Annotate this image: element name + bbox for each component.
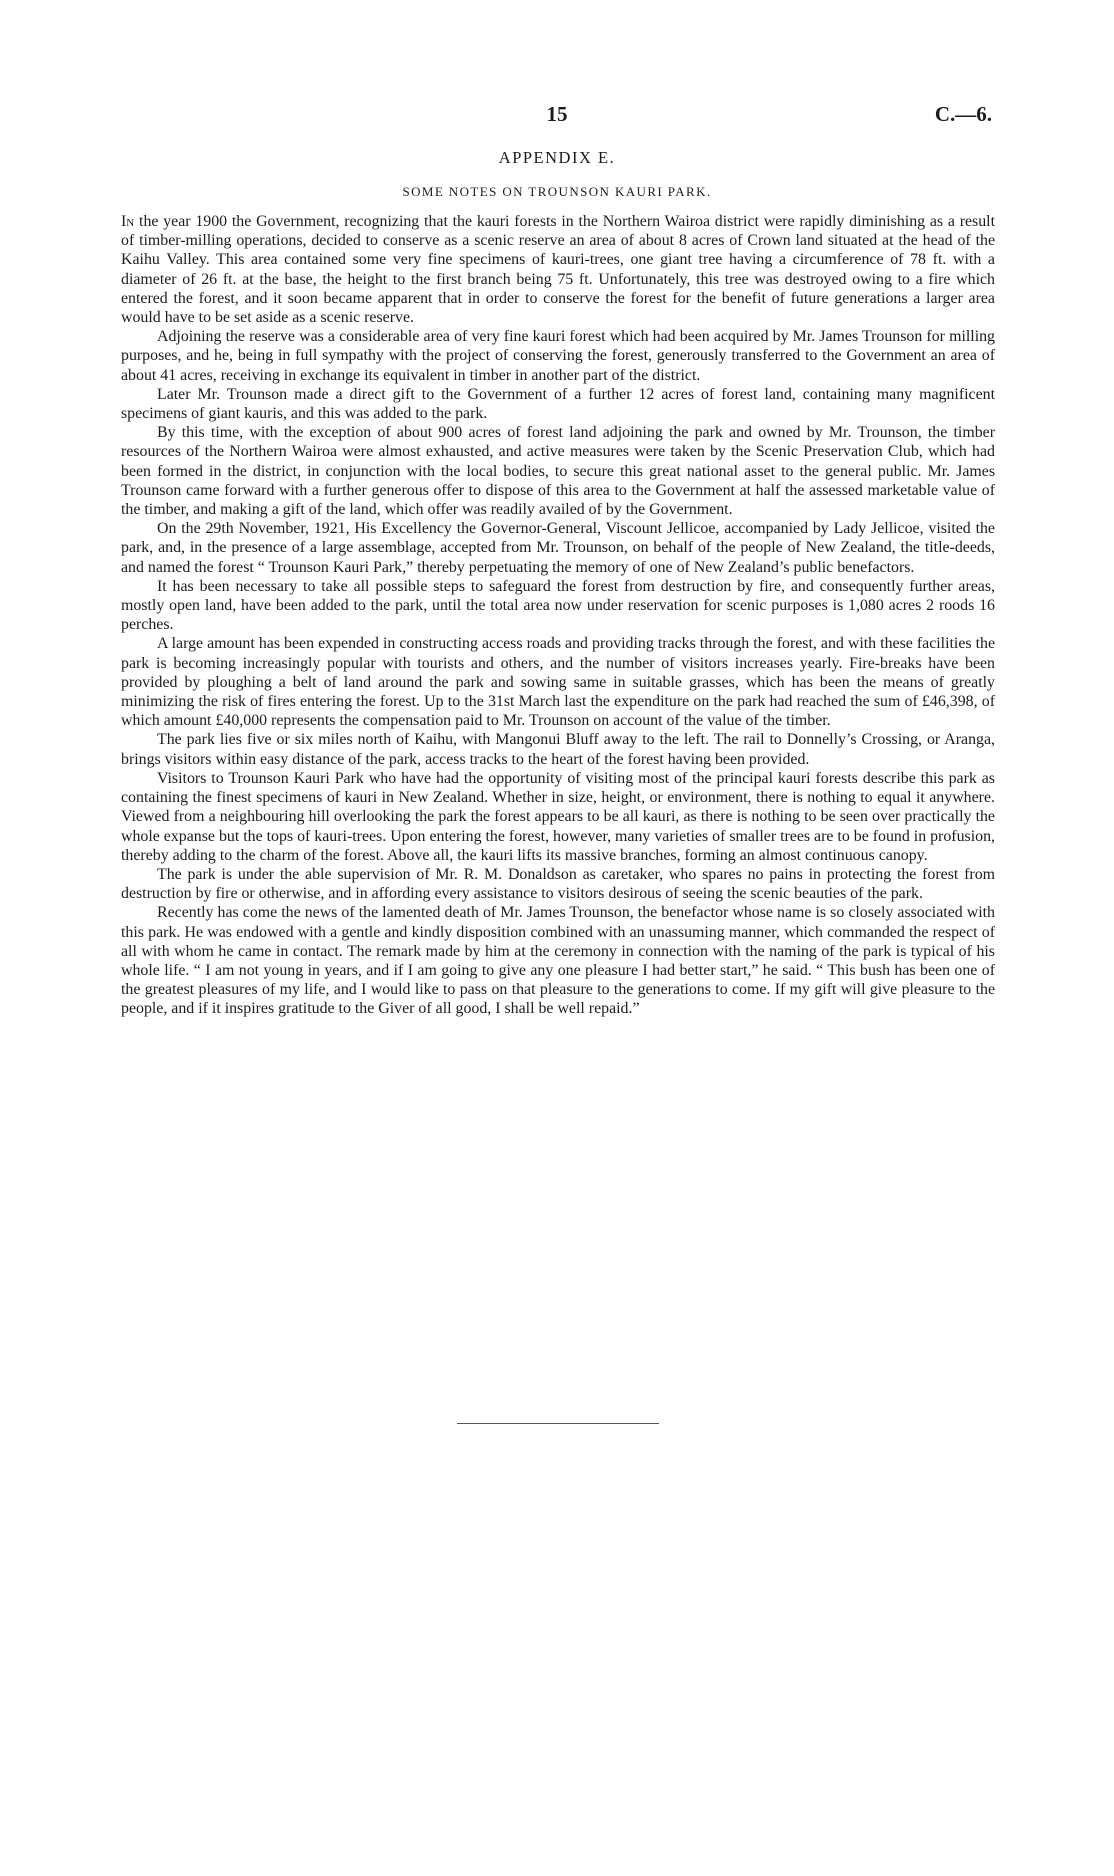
article-subtitle: SOME NOTES ON TROUNSON KAURI PARK.	[402, 184, 712, 199]
paragraph: Recently has come the news of the lamented death of Mr. James Trounson, the benefactor whose name is so closely associated with this park. He was endowed with a gentle and kindly disposition combined with an unassuming manner, which commanded the respect of all with whom he came in contact. The remark made by him at the ceremony in connection with the naming of the park is typical of his whole life. “ I am not young in years, and if I am going to give any one pleasure I had better start,” he said. “ This bush has been one of the greatest pleasures of my life, and I would like to pass on that pleasure to the generations to come. If my gift will give pleasure to the people, and if it inspires gratitude to the Giver of all good, I shall be well repaid.”	[121, 904, 995, 1018]
paragraph: The park lies five or six miles north of Kaihu, with Mangonui Bluff away to the left. The rail to Donnelly’s Crossing, or Aranga, brings visitors within easy distance of the park, access tracks to the heart of the forest having been provided.	[121, 731, 995, 768]
page-number: 15	[546, 102, 568, 126]
document-reference: C.—6.	[934, 102, 992, 126]
appendix-title: APPENDIX E.	[498, 148, 616, 167]
drop-word: In	[121, 213, 135, 230]
paragraph-text: the year 1900 the Government, recognizing that the kauri forests in the Northern Wairoa district were rapidly diminishing as a result of timber-milling operations, decided to conserve as a scenic reserve an area of about 8 acres of Crown land situated at the head of the Kaihu Valley. This area contained some very fine specimens of kauri-trees, one giant tree having a circumference of 78 ft. with a diameter of 26 ft. at the base, the height to the first branch being 75 ft. Unfortunately, this tree was destroyed owing to a fire which entered the forest, and it soon became apparent that in order to conserve the forest for the benefit of future generations a larger area would have to be set aside as a scenic reserve.	[121, 213, 995, 327]
paragraph: Adjoining the reserve was a considerable area of very fine kauri forest which had been acquired by Mr. James Trounson for milling purposes, and he, being in full sympathy with the project of conserving the forest, generously transferred to the Government an area of about 41 acres, receiving in exchange its equivalent in timber in another part of the district.	[121, 328, 995, 384]
paragraph	[121, 212, 995, 327]
paragraph: On the 29th November, 1921, His Excellency the Governor-General, Viscount Jellicoe, accompanied by Lady Jellicoe, visited the park, and, in the presence of a large assemblage, accepted from Mr. Trounson, on behalf of the people of New Zealand, the title-deeds, and named the forest “ Trounson Kauri Park,” thereby perpetuating the memory of one of New Zealand’s public benefactors.	[121, 520, 995, 576]
paragraph: By this time, with the exception of about 900 acres of forest land adjoining the park and owned by Mr. Trounson, the timber resources of the Northern Wairoa were almost exhausted, and active measures were taken by the Scenic Preservation Club, which had been formed in the district, in conjunction with the local bodies, to secure this great national asset to the general public. Mr. James Trounson came forward with a further generous offer to dispose of this area to the Government at half the assessed marketable value of the timber, and making a gift of the land, which offer was readily availed of by the Government.	[121, 424, 995, 519]
paragraph: Later Mr. Trounson made a direct gift to the Government of a further 12 acres of forest land, containing many magnificent specimens of giant kauris, and this was added to the park.	[121, 385, 995, 423]
paragraph: A large amount has been expended in constructing access roads and providing tracks through the forest, and with these facilities the park is becoming increasingly popular with tourists and others, and the number of visitors increases yearly. Fire-breaks have been provided by ploughing a belt of land around the park and sowing same in suitable grasses, which has been the means of greatly minimizing the risk of fires entering the forest. Up to the 31st March last the expenditure on the park had reached the sum of £46,398, of which amount £40,000 represents the compensation paid to Mr. Trounson on account of the value of the timber.	[121, 635, 995, 730]
end-rule-divider	[457, 1423, 659, 1424]
paragraph: The park is under the able supervision of Mr. R. M. Donaldson as caretaker, who spares no pains in protecting the forest from destruction by fire or otherwise, and in affording every assistance to visitors desirous of seeing the scenic beauties of the park.	[121, 865, 995, 903]
paragraph: It has been necessary to take all possible steps to safeguard the forest from destruction by fire, and consequently further areas, mostly open land, have been added to the park, until the total area now under reservation for scenic purposes is 1,080 acres 2 roods 16 perches.	[121, 577, 995, 634]
article-body	[121, 212, 995, 1019]
paragraph: Visitors to Trounson Kauri Park who have had the opportunity of visiting most of the principal kauri forests describe this park as containing the finest specimens of kauri in New Zealand. Whether in size, height, or environment, there is nothing to equal it anywhere. Viewed from a neighbouring hill overlooking the park the forest appears to be all kauri, as there is nothing to be seen over practically the whole expanse but the tops of kauri-trees. Upon entering the forest, however, many varieties of smaller trees are to be found in profusion, thereby adding to the charm of the forest. Above all, the kauri lifts its massive branches, forming an almost continuous canopy.	[121, 769, 995, 864]
